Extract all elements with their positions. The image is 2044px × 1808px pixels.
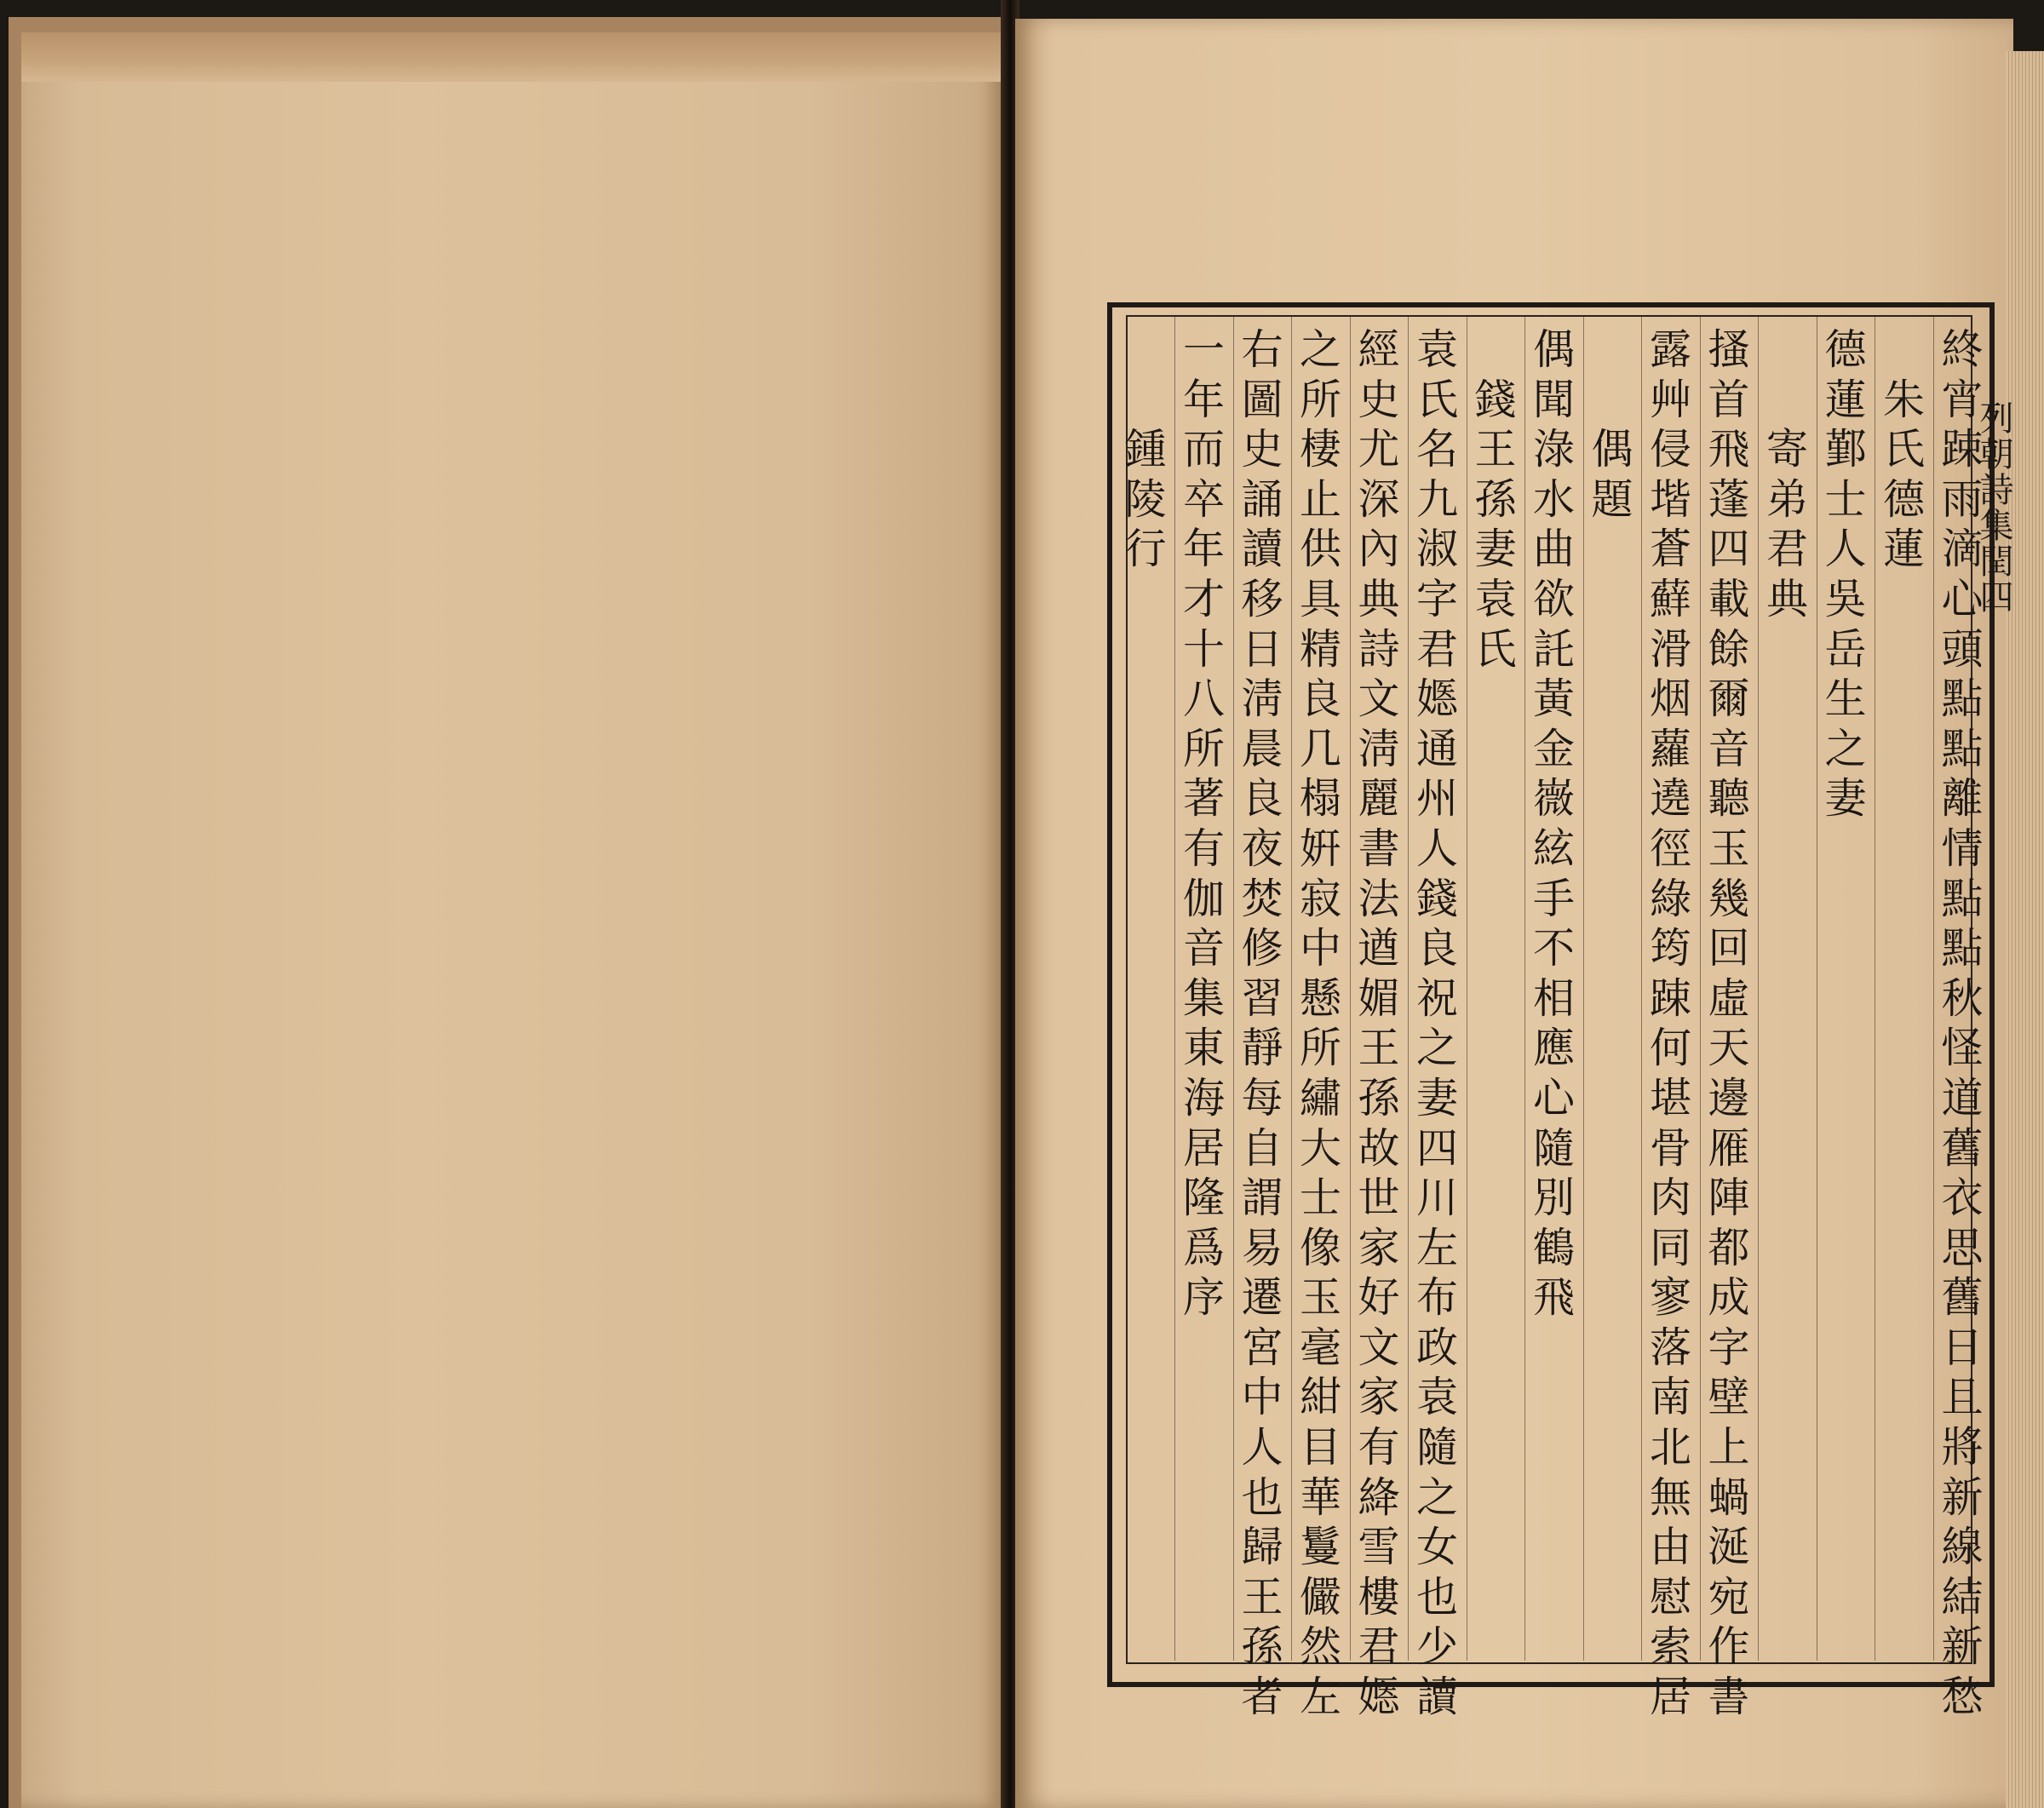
text-column: 一 年 而 卒 年 才 十 八 所 著 有 伽 音 集 東 海 居 隆 爲 序 xyxy=(1182,325,1225,1323)
text-column: 袁 氏 名 九 淑 字 君 嫕 通 州 人 錢 良 祝 之 妻 四 川 左 布 政 袁 隨 之 女 也 少 讀 xyxy=(1415,325,1458,1722)
text-column: 德 蓮 鄞 士 人 吳 岳 生 之 妻 xyxy=(1824,325,1867,824)
text-column: 搔 首 飛 蓬 四 載 餘 爾 音 聽 玉 幾 回 虛 天 邊 雁 陣 都 成 字 壁 上 蝸 涎 宛 作 書 xyxy=(1708,325,1750,1722)
text-column: 右 圖 史 誦 讀 移 日 淸 晨 良 夜 焚 修 習 靜 每 自 謂 易 遷 宮 中 人 也 歸 王 孫 者 xyxy=(1241,325,1283,1722)
column-rule xyxy=(1233,317,1234,1661)
column-rule xyxy=(1933,317,1934,1661)
text-column: 之 所 棲 止 供 具 精 良 几 榻 姸 寂 中 懸 所 繡 大 士 像 玉 毫 紺 目 華 鬘 儼 然 左 xyxy=(1299,325,1341,1722)
text-column: 經 史 尤 深 內 典 詩 文 淸 麗 書 法 遒 媚 王 孫 故 世 家 好 文 家 有 絳 雪 樓 君 嫕 xyxy=(1358,325,1400,1722)
column-rule xyxy=(1408,317,1409,1661)
column-rule xyxy=(1700,317,1701,1661)
column-rule xyxy=(1291,317,1292,1661)
text-column: 朱 氏 德 蓮 xyxy=(1882,375,1925,574)
left-page-top-edge xyxy=(21,32,1002,82)
text-column: 露 艸 侵 堦 蒼 蘚 滑 烟 蘿 遶 徑 綠 筠 踈 何 堪 骨 肉 同 寥 落 南 北 無 由 慰 索 居 xyxy=(1649,325,1691,1722)
column-rule xyxy=(1583,317,1584,1661)
page-edges xyxy=(2006,51,2044,1808)
column-rule xyxy=(1524,317,1525,1661)
text-column: 寄 弟 君 典 xyxy=(1766,425,1808,623)
column-rule xyxy=(1174,317,1175,1661)
column-rule xyxy=(1641,317,1642,1661)
text-column: 偶 聞 淥 水 曲 欲 託 黃 金 嶶 絃 手 不 相 應 心 隨 別 鶴 飛 xyxy=(1532,325,1575,1323)
text-column: 偶 題 xyxy=(1591,425,1633,524)
column-rule xyxy=(1350,317,1351,1661)
side-title: 列朝詩集閏四 xyxy=(1974,400,2013,615)
text-column: 錢 王 孫 妻 袁 氏 xyxy=(1474,375,1517,674)
text-column: 鍾 陵 行 xyxy=(1124,425,1167,574)
column-rule xyxy=(1758,317,1759,1661)
left-blank-page xyxy=(21,32,1002,1808)
text-column: 終 宵 踈 雨 滴 心 頭 點 點 離 情 點 點 秋 怪 道 舊 衣 思 舊 日 且 將 新 線 結 新 愁 xyxy=(1941,325,1984,1722)
